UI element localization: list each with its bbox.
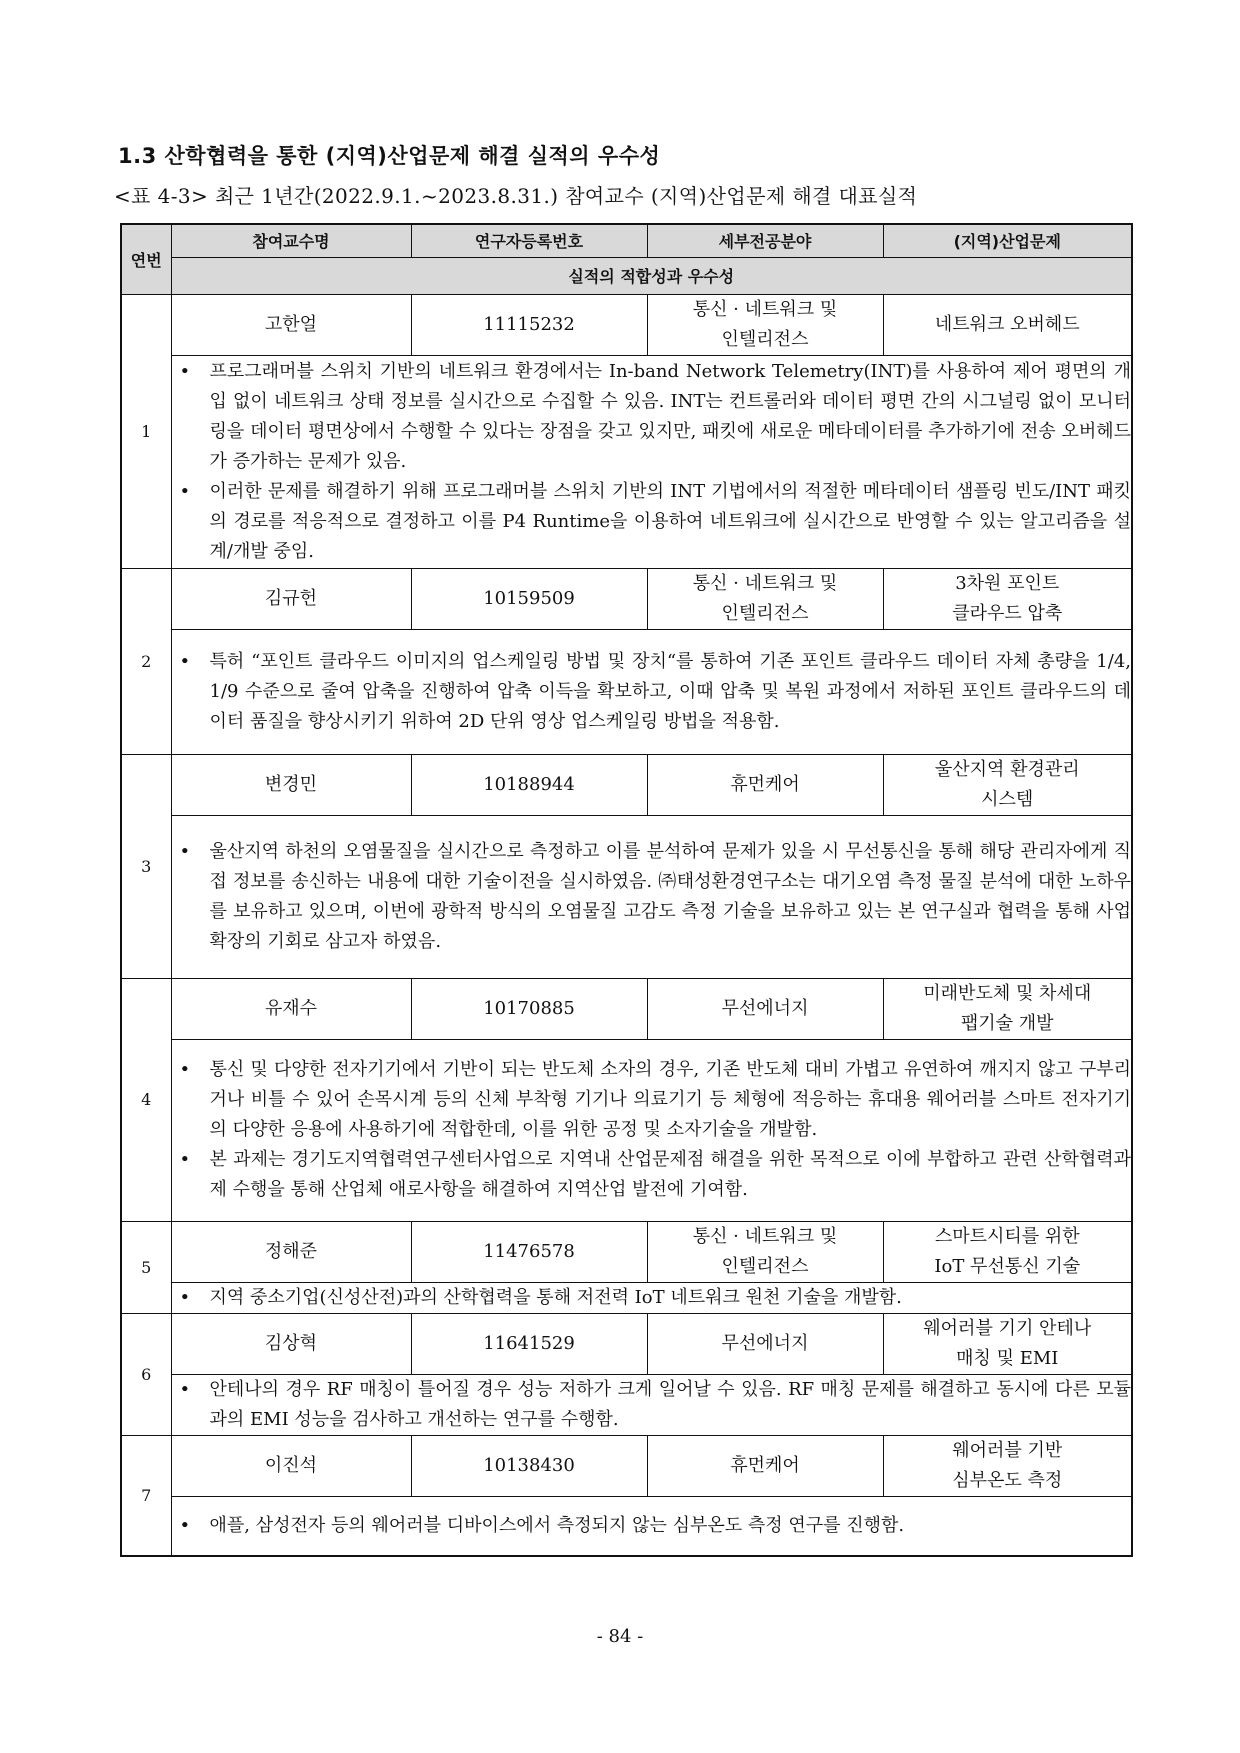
- achievement-description: [171, 1374, 1132, 1435]
- bullet-text: 안테나의 경우 RF 매칭이 틀어질 경우 성능 저하가 크게 일어날 수 있음. RF 매칭 문제를 해결하고 동시에 다른 모듈과의 EMI 성능을 검사하고 개선하는 연구를 수행함.: [209, 1378, 1131, 1430]
- header-year: 연번: [121, 224, 171, 294]
- problem-line: IoT 무선통신 기술: [934, 1255, 1081, 1277]
- industry-problem: [883, 1435, 1132, 1496]
- bullet-dot: •: [179, 1514, 191, 1536]
- industry-problem: [883, 294, 1132, 355]
- major-field: [647, 1313, 883, 1374]
- row-number: 5: [121, 1221, 171, 1313]
- bullet-dot: •: [179, 840, 191, 862]
- bullet-text: 애플, 삼성전자 등의 웨어러블 디바이스에서 측정되지 않는 심부온도 측정 연구를 진행함.: [209, 1514, 905, 1536]
- major-field: [647, 1221, 883, 1282]
- professor-name: 김규헌: [171, 568, 411, 629]
- page-number: - 84 -: [596, 1626, 644, 1647]
- row-number: 1: [121, 294, 171, 568]
- researcher-id: 10170885: [411, 978, 647, 1039]
- bullet-item: [172, 1055, 1132, 1145]
- major-field: [647, 978, 883, 1039]
- row-number: 7: [121, 1435, 171, 1556]
- problem-line: 미래반도체 및 차세대: [923, 982, 1092, 1004]
- bullet-text: 프로그래머블 스위치 기반의 네트워크 환경에서는 In-band Network Telemetry(INT)를 사용하여 제어 평면의 개입 없이 네트워크 상태 정보를 실시간으로 수집할 수 있음. INT는 컨트롤러와 데이터 평면 간의 시그널링 없이 모니터링을 데이터 평면상에서 수행할 수 있다는 장점을 갖고 있지만, 패킷에 새로운 메타데이터를 추가하기에 전송 오버헤드가 증가하는 문제가 있음.: [209, 360, 1131, 472]
- problem-line: 클라우드 압축: [952, 602, 1063, 624]
- major-line: 통신 · 네트워크 및: [692, 572, 838, 594]
- bullet-dot: •: [179, 1059, 191, 1080]
- table-row: [121, 754, 1132, 815]
- problem-line: 스마트시티를 위한: [934, 1225, 1080, 1247]
- researcher-id: 10138430: [411, 1435, 647, 1496]
- major-field: [647, 568, 883, 629]
- achievement-description: [171, 355, 1132, 568]
- researcher-id: 11115232: [411, 294, 647, 355]
- achievement-description: [171, 629, 1132, 754]
- professor-name: 김상혁: [171, 1313, 411, 1374]
- bullet-text: 특허 “포인트 클라우드 이미지의 업스케일링 방법 및 장치“를 통하여 기존 포인트 클라우드 데이터 자체 총량을 1/4, 1/9 수준으로 줄여 압축을 진행하여 압축 이득을 확보하고, 이때 압축 및 복원 과정에서 저하된 포인트 클라우드의 데이터 품질을 향상시키기 위하여 2D 단위 영상 업스케일링 방법을 적용함.: [209, 650, 1131, 732]
- achievement-description: [171, 1282, 1132, 1313]
- header-row-2: [121, 257, 1132, 294]
- bullet-dot: •: [179, 480, 191, 502]
- table-caption: <표 4-3> 최근 1년간(2022.9.1.~2023.8.31.) 참여교수 (지역)산업문제 해결 대표실적: [114, 184, 918, 208]
- industry-problem: [883, 1313, 1132, 1374]
- professor-name: 정해준: [171, 1221, 411, 1282]
- row-number: 6: [121, 1313, 171, 1435]
- row-number: 3: [121, 754, 171, 978]
- bullet-text: 울산지역 하천의 오염물질을 실시간으로 측정하고 이를 분석하여 문제가 있을 시 무선통신을 통해 해당 관리자에게 직접 정보를 송신하는 내용에 대한 기술이전을 실시하였음. ㈜태성환경연구소는 대기오염 측정 물질 분석에 대한 노하우를 보유하고 있으며, 이번에 광학적 방식의 오염물질 고감도 측정 기술을 보유하고 있는 본 연구실과 협력을 통해 사업확장의 기회로 삼고자 하였음.: [209, 840, 1131, 952]
- section-heading: 1.3 산학협력을 통한 (지역)산업문제 해결 실적의 우수성: [118, 144, 661, 168]
- bullet-item: [172, 1283, 1132, 1313]
- problem-line: 웨어러블 기반: [952, 1439, 1063, 1461]
- bullet-dot: •: [179, 650, 191, 672]
- major-line: 무선에너지: [721, 997, 809, 1019]
- professor-name: 이진석: [171, 1435, 411, 1496]
- header-professor: 참여교수명: [171, 224, 411, 257]
- achievements-table: [120, 223, 1133, 1557]
- header-suitability: 실적의 적합성과 우수성: [171, 257, 1132, 294]
- industry-problem: [883, 754, 1132, 815]
- professor-name: 변경민: [171, 754, 411, 815]
- bullet-dot: •: [179, 1149, 191, 1170]
- researcher-id: 10159509: [411, 568, 647, 629]
- bullet-item: [172, 477, 1132, 567]
- row-number: 2: [121, 568, 171, 754]
- table-row: [121, 568, 1132, 629]
- table-row-description: [121, 815, 1132, 978]
- professor-name: 고한얼: [171, 294, 411, 355]
- table-row-description: [121, 1496, 1132, 1556]
- researcher-id: 10188944: [411, 754, 647, 815]
- major-line: 통신 · 네트워크 및: [692, 298, 838, 320]
- row-number: 4: [121, 978, 171, 1221]
- bullet-text: 이러한 문제를 해결하기 위해 프로그래머블 스위치 기반의 INT 기법에서의 적절한 메타데이터 샘플링 빈도/INT 패킷의 경로를 적응적으로 결정하고 이를 P4 Runtime을 이용하여 네트워크에 실시간으로 반영할 수 있는 알고리즘을 설계/개발 중임.: [209, 480, 1131, 562]
- industry-problem: [883, 978, 1132, 1039]
- problem-line: 울산지역 환경관리: [934, 758, 1080, 780]
- major-line: 인텔리전스: [721, 1255, 809, 1277]
- problem-line: 3차원 포인트: [955, 572, 1060, 594]
- researcher-id: 11641529: [411, 1313, 647, 1374]
- bullet-dot: •: [179, 1378, 191, 1400]
- bullet-item: [172, 837, 1132, 957]
- table-row-description: [121, 1282, 1132, 1313]
- achievement-description: [171, 815, 1132, 978]
- major-field: [647, 294, 883, 355]
- industry-problem: [883, 1221, 1132, 1282]
- bullet-item: [172, 1375, 1132, 1435]
- table-row: [121, 1435, 1132, 1496]
- major-line: 휴먼케어: [730, 773, 800, 795]
- table-row-description: [121, 355, 1132, 568]
- researcher-id: 11476578: [411, 1221, 647, 1282]
- major-field: [647, 754, 883, 815]
- table-body: [121, 294, 1132, 1556]
- bullet-text: 통신 및 다양한 전자기기에서 기반이 되는 반도체 소자의 경우, 기존 반도체 대비 가볍고 유연하여 깨지지 않고 구부리거나 비틀 수 있어 손목시계 등의 신체 부착형 기기나 의료기기 등 체형에 적응하는 휴대용 웨어러블 스마트 전자기기의 다양한 응용에 사용하기에 적합한데, 이를 위한 공정 및 소자기술을 개발함.: [209, 1059, 1131, 1140]
- table-row: [121, 294, 1132, 355]
- bullet-item: [172, 1145, 1132, 1205]
- table-row: [121, 1313, 1132, 1374]
- header-major: 세부전공분야: [647, 224, 883, 257]
- bullet-dot: •: [179, 1286, 191, 1308]
- table-row-description: [121, 1039, 1132, 1221]
- professor-name: 유재수: [171, 978, 411, 1039]
- major-line: 인텔리전스: [721, 602, 809, 624]
- major-line: 휴먼케어: [730, 1454, 800, 1476]
- problem-line: 팹기술 개발: [960, 1012, 1054, 1034]
- table-row: [121, 978, 1132, 1039]
- major-field: [647, 1435, 883, 1496]
- table-row-description: [121, 1374, 1132, 1435]
- problem-line: 시스템: [981, 788, 1034, 810]
- major-line: 무선에너지: [721, 1332, 809, 1354]
- achievement-description: [171, 1496, 1132, 1556]
- major-line: 인텔리전스: [721, 328, 809, 350]
- header-researcher-id: 연구자등록번호: [411, 224, 647, 257]
- table-row-description: [121, 629, 1132, 754]
- header-row: [121, 224, 1132, 257]
- problem-line: 웨어러블 기기 안테나: [923, 1317, 1092, 1339]
- bullet-text: 본 과제는 경기도지역협력연구센터사업으로 지역내 산업문제점 해결을 위한 목적으로 이에 부합하고 관련 산학협력과제 수행을 통해 산업체 애로사항을 해결하여 지역산업 발전에 기여함.: [209, 1149, 1131, 1200]
- header-problem: (지역)산업문제: [883, 224, 1132, 257]
- industry-problem: [883, 568, 1132, 629]
- bullet-text: 지역 중소기업(신성산전)과의 산학협력을 통해 저전력 IoT 네트워크 원천 기술을 개발함.: [209, 1286, 902, 1308]
- bullet-item: [172, 357, 1132, 477]
- major-line: 통신 · 네트워크 및: [692, 1225, 838, 1247]
- problem-line: 네트워크 오버헤드: [934, 313, 1080, 335]
- bullet-item: [172, 1511, 1132, 1541]
- table-row: [121, 1221, 1132, 1282]
- bullet-dot: •: [179, 360, 191, 382]
- achievement-description: [171, 1039, 1132, 1221]
- bullet-item: [172, 647, 1132, 737]
- problem-line: 매칭 및 EMI: [956, 1347, 1059, 1369]
- problem-line: 심부온도 측정: [952, 1469, 1063, 1491]
